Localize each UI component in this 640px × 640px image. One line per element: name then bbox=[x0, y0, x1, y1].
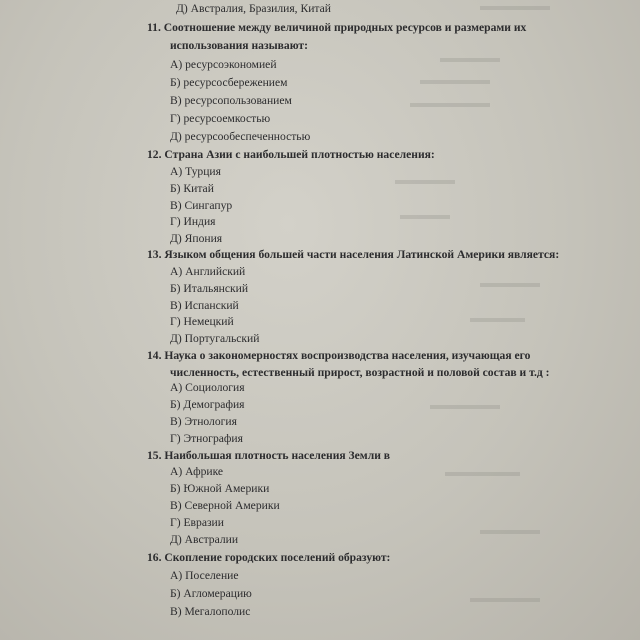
answer-option: Б) Южной Америки bbox=[170, 482, 270, 495]
question-text: Языком общения большей части населения Латинской Америки является: bbox=[164, 248, 560, 261]
question-text: Наука о закономерностях воспроизводства населения, изучающая его bbox=[164, 349, 531, 362]
answer-option: В) Северной Америки bbox=[170, 499, 280, 512]
question-number: 16. bbox=[147, 551, 162, 564]
answer-option: Г) Индия bbox=[170, 215, 216, 228]
answer-option: Б) Итальянский bbox=[170, 282, 249, 295]
question-number: 12. bbox=[147, 148, 162, 161]
question-13 bbox=[147, 248, 559, 262]
answer-option: Д) Австралии bbox=[170, 533, 239, 546]
question-15 bbox=[147, 449, 390, 463]
answer-option: Д) Япония bbox=[170, 232, 223, 245]
question-14 bbox=[147, 349, 530, 363]
answer-option: Г) ресурсоемкостью bbox=[170, 112, 271, 125]
question-text-continued: численность, естественный прирост, возрастной и половой состав и т.д : bbox=[170, 366, 550, 379]
answer-option: Б) Китай bbox=[170, 182, 214, 195]
question-text: Соотношение между величиной природных ресурсов и размерами их bbox=[163, 21, 527, 34]
answer-option: Б) Агломерацию bbox=[170, 587, 252, 600]
question-text: Скопление городских поселений образуют: bbox=[164, 551, 391, 564]
question-text: Наибольшая плотность населения Земли в bbox=[164, 449, 391, 462]
top-option: Д) Австралия, Бразилия, Китай bbox=[176, 2, 331, 15]
question-text: Страна Азии с наибольшей плотностью населения: bbox=[164, 148, 435, 161]
answer-option: В) ресурсопользованием bbox=[170, 94, 292, 107]
answer-option: А) Английский bbox=[170, 265, 246, 278]
question-number: 14. bbox=[147, 349, 162, 362]
question-number: 15. bbox=[147, 449, 162, 462]
answer-option: Д) Португальский bbox=[170, 332, 260, 345]
question-number: 13. bbox=[147, 248, 162, 261]
answer-option: В) Мегалополис bbox=[170, 605, 251, 618]
question-16 bbox=[147, 551, 390, 565]
answer-option: Б) Демография bbox=[170, 398, 245, 411]
answer-option: Б) ресурсосбережением bbox=[170, 76, 288, 89]
answer-option: А) Поселение bbox=[170, 569, 239, 582]
question-text-continued: использования называют: bbox=[170, 39, 308, 52]
answer-option: В) Этнология bbox=[170, 415, 237, 428]
answer-option: В) Испанский bbox=[170, 299, 239, 312]
answer-option: А) ресурсоэкономией bbox=[170, 58, 277, 71]
question-12 bbox=[147, 148, 435, 162]
question-11 bbox=[147, 21, 526, 35]
answer-option: Г) Евразии bbox=[170, 516, 224, 529]
answer-option: А) Африке bbox=[170, 465, 224, 478]
answer-option: Г) Немецкий bbox=[170, 315, 234, 328]
answer-option: А) Социология bbox=[170, 381, 245, 394]
answer-option: Д) ресурсообеспеченностью bbox=[170, 130, 311, 143]
answer-option: Г) Этнография bbox=[170, 432, 243, 445]
answer-option: В) Сингапур bbox=[170, 199, 233, 212]
question-number: 11. bbox=[147, 21, 161, 34]
answer-option: А) Турция bbox=[170, 165, 221, 178]
